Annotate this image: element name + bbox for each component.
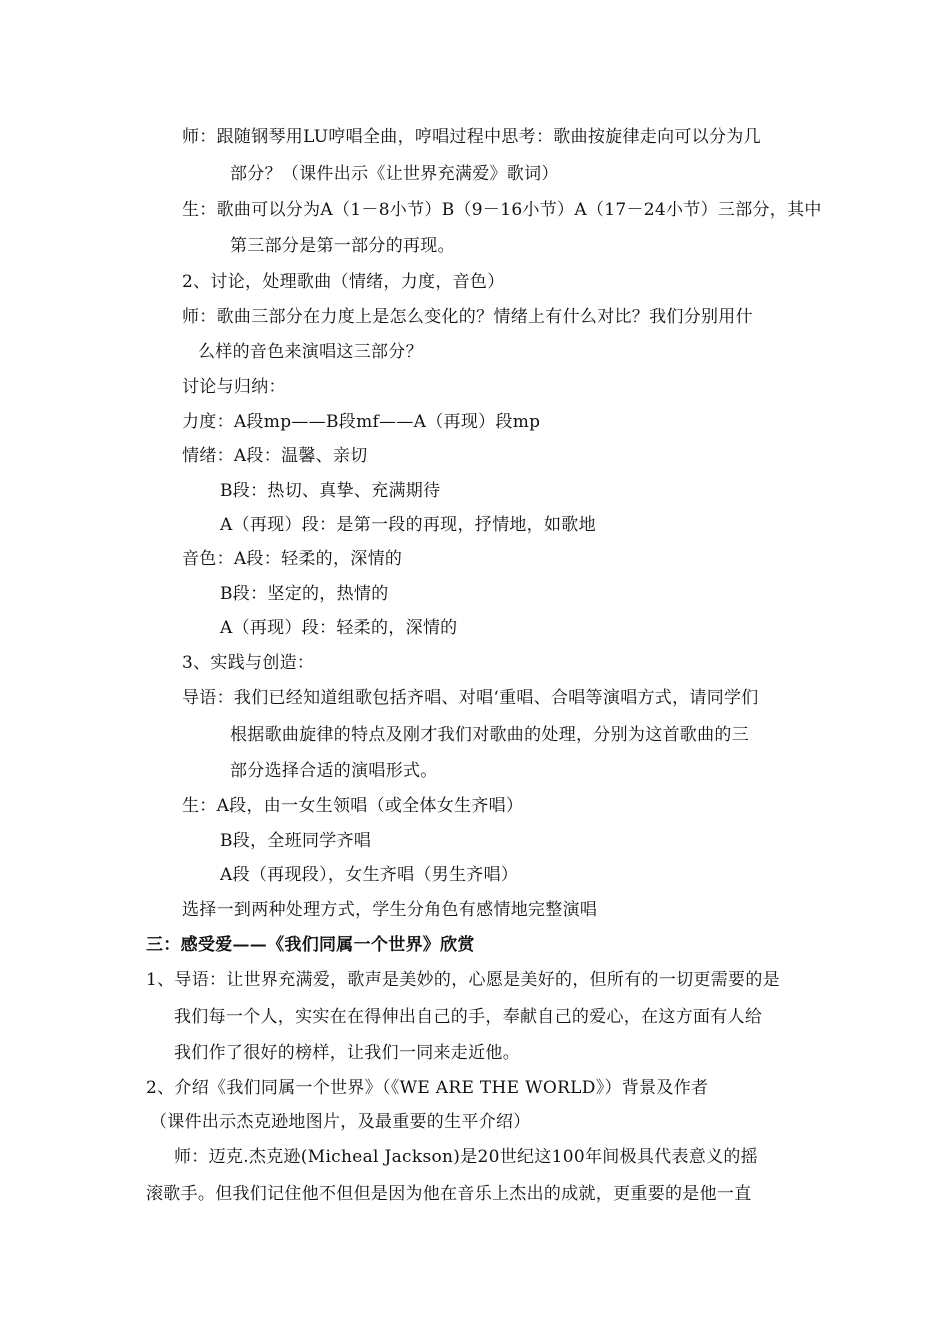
text-line: 师：迈克.杰克逊(Micheal Jackson)是20世纪这100年间极具代表意义的摇 <box>174 1147 758 1167</box>
text-line: 根据歌曲旋律的特点及刚才我们对歌曲的处理，分别为这首歌曲的三 <box>230 725 749 745</box>
text-line: 师：歌曲三部分在力度上是怎么变化的？情绪上有什么对比？我们分别用什 <box>182 307 753 327</box>
text-line: A（再现）段：是第一段的再现，抒情地，如歌地 <box>220 515 596 535</box>
text-line: 我们作了很好的榜样，让我们一同来走近他。 <box>174 1043 520 1063</box>
text-line: 2、介绍《我们同属一个世界》（《WE ARE THE WORLD》）背景及作者 <box>146 1078 709 1098</box>
text-line: 情绪：A段：温馨、亲切 <box>182 446 368 466</box>
text-line: 1、导语：让世界充满爱，歌声是美妙的，心愿是美好的，但所有的一切更需要的是 <box>146 970 780 990</box>
text-line: 么样的音色来演唱这三部分？ <box>198 342 423 362</box>
text-line: A（再现）段：轻柔的，深情的 <box>220 618 458 638</box>
text-line: B段，全班同学齐唱 <box>220 831 372 851</box>
text-line: 2、讨论，处理歌曲（情绪，力度，音色） <box>182 272 505 292</box>
text-line: 选择一到两种处理方式，学生分角色有感情地完整演唱 <box>182 900 598 920</box>
text-line: 讨论与归纳： <box>182 377 286 397</box>
text-line: 部分选择合适的演唱形式。 <box>230 761 438 781</box>
text-line: B段：坚定的，热情的 <box>220 584 389 604</box>
text-line: 生：A段，由一女生领唱（或全体女生齐唱） <box>182 796 524 816</box>
text-line: 力度：A段mp——B段mf——A（再现）段mp <box>182 412 541 432</box>
text-line: 滚歌手。但我们记住他不但但是因为他在音乐上杰出的成就，更重要的是他一直 <box>146 1184 752 1204</box>
text-line: 部分？（课件出示《让世界充满爱》歌词） <box>230 164 559 184</box>
section-heading: 三：感受爱——《我们同属一个世界》欣赏 <box>146 935 475 955</box>
text-line: 第三部分是第一部分的再现。 <box>230 236 455 256</box>
text-line: 师：跟随钢琴用LU哼唱全曲，哼唱过程中思考：歌曲按旋律走向可以分为几 <box>182 127 761 147</box>
text-line: B段：热切、真挚、充满期待 <box>220 481 441 501</box>
text-line: 音色：A段：轻柔的，深情的 <box>182 549 403 569</box>
text-line: 我们每一个人，实实在在得伸出自己的手，奉献自己的爱心，在这方面有人给 <box>174 1007 763 1027</box>
text-line: A段（再现段），女生齐唱（男生齐唱） <box>220 865 519 885</box>
text-line: （课件出示杰克逊地图片，及最重要的生平介绍） <box>150 1112 531 1132</box>
text-line: 3、实践与创造： <box>182 653 315 673</box>
text-line: 导语：我们已经知道组歌包括齐唱、对唱‘重唱、合唱等演唱方式，请同学们 <box>182 688 759 708</box>
text-line: 生：歌曲可以分为A（1－8小节）B（9－16小节）A（17－24小节）三部分，其中 <box>182 200 822 220</box>
